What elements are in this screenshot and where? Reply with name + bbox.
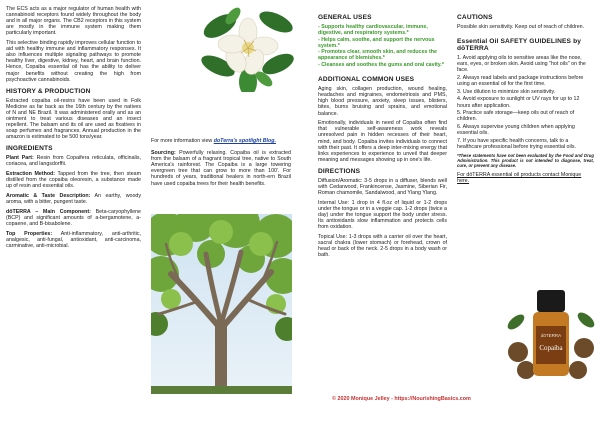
intro-paragraph: The ECS acts as a major regulator of human health with cannabinoid receptors found widely throughout the body and in all major organs. The CB2 receptors in this system are mostly in the immune system making them particularly important. <box>6 6 141 37</box>
list-item: 2. Always read labels and package instructions before using an essential oil for the first time. <box>457 74 584 88</box>
bottle-name-label: Copaiba <box>539 344 563 352</box>
fda-disclaimer: *These statements have not been evaluated by the Food and Drug Administration. This product is not intended to diagnose, treat, cure, or prevent any disease. <box>457 152 594 168</box>
general-uses-list <box>318 24 447 68</box>
bottle-brand-label: dōTERRA <box>540 333 562 338</box>
list-item: - Helps calm, soothe, and support the nervous system.* <box>318 36 435 49</box>
list-item: 7. If you have specific health concerns, talk to a healthcare professional before trying essential oils. <box>457 137 576 150</box>
copaiba-bottle-illustration <box>506 282 596 386</box>
list-item: 6. Always supervise young children when applying essential oils. <box>457 124 575 137</box>
column-intro <box>0 0 143 424</box>
aroma-description: Aromatic & Taste Description: An earthy, woody aroma, with a bitter, pungent taste. <box>6 193 142 206</box>
list-item: 5. Practice safe storage—keep oils out of reach of children. <box>457 110 575 123</box>
topical-use-text: Topical Use: 1-3 drops with a carrier oil over the heart, sacral chakra (lower stomach) or forehead, crown of head or back of the neck. 2-5 drops in a body wash or bath. <box>318 233 447 259</box>
spotlight-blog-link[interactable]: doTerra's spotlight Blog. <box>213 138 276 144</box>
list-item: 4. Avoid exposure to sunlight or UV rays for up to 12 hours after application. <box>457 96 580 109</box>
sourcing-text: Sourcing: Powerfully relaxing. Copaiba oil is extracted from the balsam of a fragrant tropical tree, native to South America's rainforest. The Copaiba is a large towering evergreen tree that can grow to more than 100'. For hundreds of years, traditional healers in north-ern Brazil have used copaiba trees for their health benefits. <box>151 150 291 187</box>
products-contact <box>457 172 594 184</box>
plant-part: Plant Part: Resin from Copaifera reticulata, officinalis, coriacea, and langsdorffii. <box>6 155 141 168</box>
footer-copyright: © 2020 Monique Jelley - https://NourishingBasics.com <box>332 396 471 402</box>
ingredients-heading: INGREDIENTS <box>6 145 53 153</box>
list-item: - Supports healthy cardiovascular, immune, digestive, and respiratory systems.* <box>318 24 428 37</box>
emotional-text: Emotionally, individuals in need of Copaiba often find that vulnerable self-awareness work reveals unresolved pain in hidden recesses of their heart, mind, and body. Copaiba invites individuals to connect with their past. It offers a deep inter-mixing energy that links experiences to experience to unveil that deeper meaning and messages showing up in one's life. <box>318 120 447 163</box>
history-heading: HISTORY & PRODUCTION <box>6 87 91 95</box>
products-contact-link[interactable]: For dōTERRA essential oil products contact Monique here. <box>457 171 582 185</box>
list-item: 1. Avoid applying oils to sensitive areas like the nose, ears, eyes, or broken skin. Avoid using "hot oils" on the face. <box>457 55 586 74</box>
list-item: - Promotes clear, smooth skin, and reduces the appearance of blemishes.* <box>318 49 437 62</box>
info-line: For more information view doTerra's spotlight Blog. <box>151 138 276 144</box>
safety-heading: Essential Oil SAFETY GUIDELINES by dōTERRA <box>457 38 582 53</box>
list-item: 3. Use dilution to minimize skin sensitivity. <box>457 88 556 95</box>
general-uses-heading: GENERAL USES <box>318 14 372 21</box>
cautions-text: Possible skin sensitivity. Keep out of reach of children. <box>457 24 585 30</box>
column-uses <box>301 0 450 424</box>
list-item: - Cleanses and soothes the gums and oral cavity.* <box>318 62 444 69</box>
additional-uses-heading: ADDITIONAL COMMON USES <box>318 76 415 84</box>
additional-uses-text: Aging skin, collagen production, wound healing, headaches and migraines, endometriosis and PMS, high blood pressure, anxiety, sleep issues, blisters, bites, burns bruising and sprains, and emotional balance. <box>318 86 447 117</box>
extraction-method: Extraction Method: Tapped from the tree, then steam distilled from the copaiba oleoresin, a substance made up of resin and essential oils. <box>6 171 141 190</box>
history-text: Extracted copaiba oil-resins have been used in Folk Medicine as far back as the 16th century by the natives of N and NE Brazil. It was administered orally and as an ointment to treat various diseases and an insect repellent. The balsam and its oil are used as fixatives in soap perfumes and fragrances. Annual production in the amazon is estimated to be 500 tons/year. <box>6 97 141 141</box>
diffusion-text: Diffusion/Aromatic: 3-5 drops in a diffuser, blends well with Cedarwood, Frankincense, Jasmine, Siberian Fir, Roman chamomile, Sandalwood, and Ylang Ylang. <box>318 177 447 197</box>
safety-guidelines-list <box>457 55 594 150</box>
cautions-heading: CAUTIONS <box>457 14 493 21</box>
intro-paragraph-2: This selective binding rapidly improves cellular function to aid with healthy immune and inflammatory responses. It also influences multiple signaling pathways to promote healthy liver, digestive, kidney, heart, and brain function. Hence, Copaiba essential oil has the ability to deliver major benefits without creating the high from psychoactive cannabinoids. <box>6 40 141 83</box>
directions-heading: DIRECTIONS <box>318 167 361 175</box>
copaiba-tree-photo <box>151 214 292 394</box>
main-component: dōTERRA – Main Component: Beta-caryophyllene (BCP) and significant amounts of a-bergamotene, a-copaene, and B-bisabolene. <box>6 208 141 227</box>
footer-website-link[interactable]: https://NourishingBasics.com <box>394 396 471 402</box>
internal-use-text: Internal Use: 1 drop in 4 fl.oz of liquid or 1-2 drops under the tongue or in a veggie cap. 1-2 drops (twice a day) under the tongue support the body under stress. Its antioxidants slow inflammation and protects cells from oxidation. <box>318 199 447 231</box>
top-properties: Top Properties: Anti-inflammatory, anti-arthritic, analgesic, anti-fungal, antioxidant, anti-carcinoma, carminative, anti-microbial. <box>6 230 141 249</box>
